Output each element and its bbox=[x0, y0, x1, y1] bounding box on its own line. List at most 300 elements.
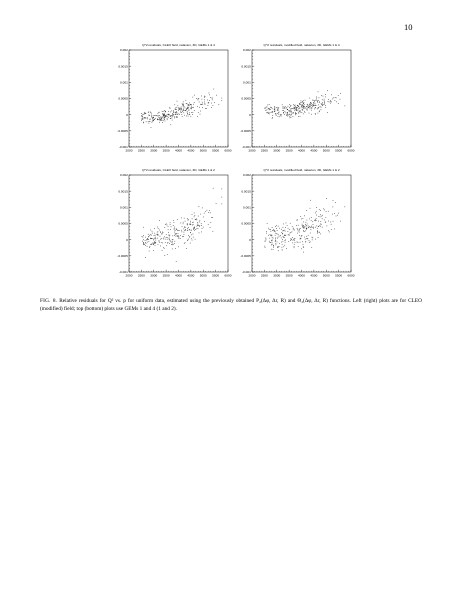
data-point bbox=[177, 116, 178, 117]
data-point bbox=[299, 108, 300, 109]
data-point bbox=[194, 102, 195, 103]
data-point bbox=[151, 114, 152, 115]
data-point bbox=[280, 235, 281, 236]
data-point bbox=[297, 105, 298, 106]
data-point bbox=[178, 114, 179, 115]
data-point bbox=[191, 234, 192, 235]
data-point bbox=[319, 111, 320, 112]
data-point bbox=[153, 120, 154, 121]
data-point bbox=[302, 241, 303, 242]
data-point bbox=[196, 228, 197, 229]
data-point bbox=[154, 233, 155, 234]
data-point bbox=[185, 100, 186, 101]
data-point bbox=[291, 239, 292, 240]
data-point bbox=[301, 219, 302, 220]
data-point bbox=[157, 116, 158, 117]
data-point bbox=[315, 114, 316, 115]
data-point bbox=[300, 238, 301, 239]
data-point bbox=[310, 102, 311, 103]
data-point bbox=[332, 207, 333, 208]
data-point bbox=[272, 241, 273, 242]
data-point bbox=[183, 104, 184, 105]
data-point bbox=[321, 107, 322, 108]
data-point bbox=[275, 231, 276, 232]
data-point bbox=[333, 200, 334, 201]
data-point bbox=[197, 222, 198, 223]
data-point bbox=[198, 112, 199, 113]
data-point bbox=[145, 117, 146, 118]
data-point bbox=[187, 224, 188, 225]
data-point bbox=[289, 235, 290, 236]
data-point bbox=[273, 246, 274, 247]
data-point bbox=[154, 243, 155, 244]
data-point bbox=[197, 106, 198, 107]
data-point bbox=[281, 238, 282, 239]
data-point bbox=[287, 114, 288, 115]
data-point bbox=[292, 226, 293, 227]
data-point bbox=[327, 112, 328, 113]
data-point bbox=[271, 235, 272, 236]
data-point bbox=[272, 111, 273, 112]
y-tick-label: 0.0005 bbox=[241, 96, 251, 101]
data-point bbox=[191, 106, 192, 107]
data-point bbox=[210, 97, 211, 98]
data-point bbox=[175, 109, 176, 110]
data-point bbox=[307, 105, 308, 106]
data-point bbox=[164, 115, 165, 116]
data-point bbox=[145, 240, 146, 241]
data-point bbox=[323, 104, 324, 105]
data-point bbox=[166, 245, 167, 246]
data-point bbox=[313, 105, 314, 106]
data-point bbox=[193, 229, 194, 230]
data-point bbox=[193, 224, 194, 225]
data-point bbox=[181, 109, 182, 110]
data-point bbox=[266, 239, 267, 240]
data-point bbox=[315, 220, 316, 221]
data-point bbox=[159, 119, 160, 120]
data-point bbox=[201, 232, 202, 233]
data-point bbox=[303, 244, 304, 245]
data-point bbox=[150, 246, 151, 247]
y-tick-label: 0.0005 bbox=[118, 221, 128, 226]
data-point bbox=[268, 235, 269, 236]
data-point bbox=[311, 247, 312, 248]
data-point bbox=[304, 102, 305, 103]
data-point bbox=[194, 213, 195, 214]
data-point bbox=[172, 116, 173, 117]
data-point bbox=[334, 213, 335, 214]
data-point bbox=[151, 113, 152, 114]
data-point bbox=[277, 113, 278, 114]
data-point bbox=[293, 228, 294, 229]
data-point bbox=[159, 122, 160, 123]
data-point bbox=[162, 116, 163, 117]
data-point bbox=[287, 112, 288, 113]
data-point bbox=[306, 210, 307, 211]
data-point bbox=[315, 219, 316, 220]
data-point bbox=[310, 104, 311, 105]
data-point bbox=[195, 229, 196, 230]
data-point bbox=[192, 97, 193, 98]
data-point bbox=[306, 228, 307, 229]
data-point bbox=[285, 240, 286, 241]
data-point bbox=[289, 104, 290, 105]
data-point bbox=[303, 246, 304, 247]
data-point bbox=[289, 229, 290, 230]
data-point bbox=[278, 108, 279, 109]
data-point bbox=[161, 118, 162, 119]
data-point bbox=[163, 238, 164, 239]
data-point bbox=[266, 112, 267, 113]
y-tick-label: 0.001 bbox=[120, 80, 128, 85]
data-point bbox=[167, 243, 168, 244]
data-point bbox=[194, 227, 195, 228]
data-point bbox=[304, 107, 305, 108]
data-point bbox=[338, 213, 339, 214]
data-point bbox=[199, 225, 200, 226]
y-tick-label: 0.0015 bbox=[241, 189, 251, 194]
data-point bbox=[264, 246, 265, 247]
data-point bbox=[144, 114, 145, 115]
data-point bbox=[173, 244, 174, 245]
data-point bbox=[267, 112, 268, 113]
data-point bbox=[275, 233, 276, 234]
data-point bbox=[283, 106, 284, 107]
data-point bbox=[307, 106, 308, 107]
data-point bbox=[311, 220, 312, 221]
data-point bbox=[144, 244, 145, 245]
data-point bbox=[280, 114, 281, 115]
data-point bbox=[183, 223, 184, 224]
data-point bbox=[158, 228, 159, 229]
data-point bbox=[324, 220, 325, 221]
data-point bbox=[336, 98, 337, 99]
data-point bbox=[182, 111, 183, 112]
data-point bbox=[295, 242, 296, 243]
data-point bbox=[188, 239, 189, 240]
data-point bbox=[165, 121, 166, 122]
data-point bbox=[320, 234, 321, 235]
data-point bbox=[150, 112, 151, 113]
data-point bbox=[303, 230, 304, 231]
data-point bbox=[162, 250, 163, 251]
data-point bbox=[267, 105, 268, 106]
data-point bbox=[297, 220, 298, 221]
data-point bbox=[309, 240, 310, 241]
data-point bbox=[303, 108, 304, 109]
data-point bbox=[331, 229, 332, 230]
data-point bbox=[189, 114, 190, 115]
data-point bbox=[283, 224, 284, 225]
data-point bbox=[279, 243, 280, 244]
data-point bbox=[278, 247, 279, 248]
data-point bbox=[317, 100, 318, 101]
data-point bbox=[145, 257, 146, 258]
data-point bbox=[320, 224, 321, 225]
data-point bbox=[294, 230, 295, 231]
y-tick-label: -0.001 bbox=[119, 270, 128, 275]
data-point bbox=[198, 99, 199, 100]
data-point bbox=[154, 228, 155, 229]
x-tick-label: 5000 bbox=[322, 148, 330, 153]
data-point bbox=[149, 112, 150, 113]
data-point bbox=[207, 100, 208, 101]
data-point bbox=[283, 246, 284, 247]
data-point bbox=[283, 237, 284, 238]
data-point bbox=[149, 119, 150, 120]
data-point bbox=[287, 109, 288, 110]
data-point bbox=[304, 227, 305, 228]
data-point bbox=[273, 238, 274, 239]
scatter-plot bbox=[233, 165, 355, 288]
data-point bbox=[172, 241, 173, 242]
data-point bbox=[200, 114, 201, 115]
data-point bbox=[298, 106, 299, 107]
data-point bbox=[269, 229, 270, 230]
data-point bbox=[290, 110, 291, 111]
data-point bbox=[284, 237, 285, 238]
data-point bbox=[291, 115, 292, 116]
data-point bbox=[274, 230, 275, 231]
data-point bbox=[147, 246, 148, 247]
data-point bbox=[183, 105, 184, 106]
data-point bbox=[310, 233, 311, 234]
data-point bbox=[286, 115, 287, 116]
data-point bbox=[211, 217, 212, 218]
data-point bbox=[330, 100, 331, 101]
data-point bbox=[328, 99, 329, 100]
data-point bbox=[191, 107, 192, 108]
data-point bbox=[278, 234, 279, 235]
data-point bbox=[293, 239, 294, 240]
data-point bbox=[300, 242, 301, 243]
data-point bbox=[316, 105, 317, 106]
data-point bbox=[313, 105, 314, 106]
data-point bbox=[302, 226, 303, 227]
data-point bbox=[187, 223, 188, 224]
data-points bbox=[264, 198, 345, 252]
data-point bbox=[281, 116, 282, 117]
data-point bbox=[164, 255, 165, 256]
data-point bbox=[182, 236, 183, 237]
data-point bbox=[291, 108, 292, 109]
data-point bbox=[281, 229, 282, 230]
data-point bbox=[190, 232, 191, 233]
data-point bbox=[153, 117, 154, 118]
figure-label: FIG. 8. bbox=[40, 298, 58, 304]
data-point bbox=[277, 247, 278, 248]
data-point bbox=[174, 228, 175, 229]
data-point bbox=[311, 108, 312, 109]
data-point bbox=[295, 113, 296, 114]
data-point bbox=[192, 218, 193, 219]
data-point bbox=[270, 234, 271, 235]
data-point bbox=[189, 112, 190, 113]
data-point bbox=[318, 108, 319, 109]
data-point bbox=[289, 111, 290, 112]
x-tick-label: 5500 bbox=[212, 273, 220, 278]
data-point bbox=[329, 102, 330, 103]
x-tick-label: 3000 bbox=[150, 148, 158, 153]
data-point bbox=[197, 226, 198, 227]
data-point bbox=[275, 238, 276, 239]
data-point bbox=[180, 235, 181, 236]
data-point bbox=[313, 100, 314, 101]
data-point bbox=[164, 248, 165, 249]
data-point bbox=[180, 238, 181, 239]
data-point bbox=[167, 118, 168, 119]
data-point bbox=[169, 243, 170, 244]
data-point bbox=[190, 223, 191, 224]
x-tick-label: 3500 bbox=[285, 273, 293, 278]
data-point bbox=[185, 229, 186, 230]
data-point bbox=[303, 107, 304, 108]
data-point bbox=[199, 226, 200, 227]
data-point bbox=[186, 103, 187, 104]
data-point bbox=[277, 234, 278, 235]
data-point bbox=[203, 217, 204, 218]
data-point bbox=[171, 115, 172, 116]
data-point bbox=[303, 247, 304, 248]
data-point bbox=[274, 106, 275, 107]
data-point bbox=[144, 113, 145, 114]
data-point bbox=[284, 245, 285, 246]
data-point bbox=[288, 231, 289, 232]
data-point bbox=[301, 106, 302, 107]
data-point bbox=[317, 231, 318, 232]
data-point bbox=[269, 109, 270, 110]
data-point bbox=[189, 114, 190, 115]
data-point bbox=[302, 235, 303, 236]
data-point bbox=[164, 117, 165, 118]
data-point bbox=[153, 250, 154, 251]
data-point bbox=[212, 98, 213, 99]
data-point bbox=[188, 105, 189, 106]
data-point bbox=[143, 122, 144, 123]
data-point bbox=[216, 203, 217, 204]
data-point bbox=[168, 115, 169, 116]
data-point bbox=[181, 218, 182, 219]
data-point bbox=[269, 241, 270, 242]
data-point bbox=[265, 108, 266, 109]
data-point bbox=[183, 104, 184, 105]
data-point bbox=[187, 228, 188, 229]
data-point bbox=[213, 231, 214, 232]
data-point bbox=[157, 119, 158, 120]
data-point bbox=[208, 102, 209, 103]
y-tick-label: 0.002 bbox=[120, 48, 128, 53]
data-point bbox=[205, 211, 206, 212]
data-point bbox=[284, 108, 285, 109]
data-point bbox=[272, 244, 273, 245]
data-point bbox=[175, 108, 176, 109]
data-point bbox=[160, 120, 161, 121]
data-point bbox=[268, 109, 269, 110]
data-point bbox=[182, 232, 183, 233]
x-tick-label: 2000 bbox=[125, 273, 133, 278]
data-point bbox=[143, 122, 144, 123]
data-point bbox=[154, 239, 155, 240]
data-point bbox=[172, 243, 173, 244]
data-point bbox=[271, 112, 272, 113]
data-point bbox=[176, 233, 177, 234]
data-point bbox=[159, 242, 160, 243]
data-point bbox=[180, 223, 181, 224]
data-point bbox=[169, 235, 170, 236]
data-point bbox=[151, 115, 152, 116]
data-point bbox=[170, 118, 171, 119]
data-point bbox=[170, 124, 171, 125]
data-point bbox=[182, 104, 183, 105]
data-point bbox=[201, 223, 202, 224]
data-point bbox=[148, 237, 149, 238]
data-point bbox=[296, 225, 297, 226]
data-point bbox=[175, 248, 176, 249]
data-point bbox=[185, 107, 186, 108]
data-point bbox=[186, 108, 187, 109]
data-point bbox=[208, 103, 209, 104]
data-point bbox=[178, 238, 179, 239]
data-point bbox=[160, 236, 161, 237]
data-point bbox=[284, 107, 285, 108]
data-point bbox=[165, 112, 166, 113]
data-point bbox=[333, 97, 334, 98]
data-point bbox=[281, 114, 282, 115]
data-point bbox=[153, 121, 154, 122]
data-point bbox=[275, 235, 276, 236]
data-point bbox=[283, 107, 284, 108]
data-point bbox=[157, 227, 158, 228]
x-tick-label: 6000 bbox=[347, 148, 355, 153]
data-point bbox=[208, 212, 209, 213]
data-point bbox=[187, 240, 188, 241]
data-point bbox=[300, 112, 301, 113]
data-point bbox=[278, 116, 279, 117]
data-point bbox=[188, 110, 189, 111]
data-point bbox=[302, 109, 303, 110]
data-point bbox=[297, 228, 298, 229]
data-point bbox=[182, 226, 183, 227]
data-point bbox=[300, 104, 301, 105]
data-point bbox=[152, 122, 153, 123]
data-point bbox=[151, 244, 152, 245]
data-point bbox=[276, 244, 277, 245]
data-point bbox=[325, 97, 326, 98]
data-point bbox=[270, 107, 271, 108]
y-tick-label: 0.0015 bbox=[118, 64, 128, 69]
data-point bbox=[153, 240, 154, 241]
data-point bbox=[147, 117, 148, 118]
data-point bbox=[173, 225, 174, 226]
data-point bbox=[164, 113, 165, 114]
data-point bbox=[178, 246, 179, 247]
data-point bbox=[280, 115, 281, 116]
data-point bbox=[221, 98, 222, 99]
data-point bbox=[145, 242, 146, 243]
data-point bbox=[197, 225, 198, 226]
data-point bbox=[290, 240, 291, 241]
data-point bbox=[200, 214, 201, 215]
data-point bbox=[314, 100, 315, 101]
data-point bbox=[174, 235, 175, 236]
data-point bbox=[155, 243, 156, 244]
x-tick-label: 4000 bbox=[175, 273, 182, 278]
data-point bbox=[155, 237, 156, 238]
data-point bbox=[275, 241, 276, 242]
data-point bbox=[192, 222, 193, 223]
data-point bbox=[285, 231, 286, 232]
